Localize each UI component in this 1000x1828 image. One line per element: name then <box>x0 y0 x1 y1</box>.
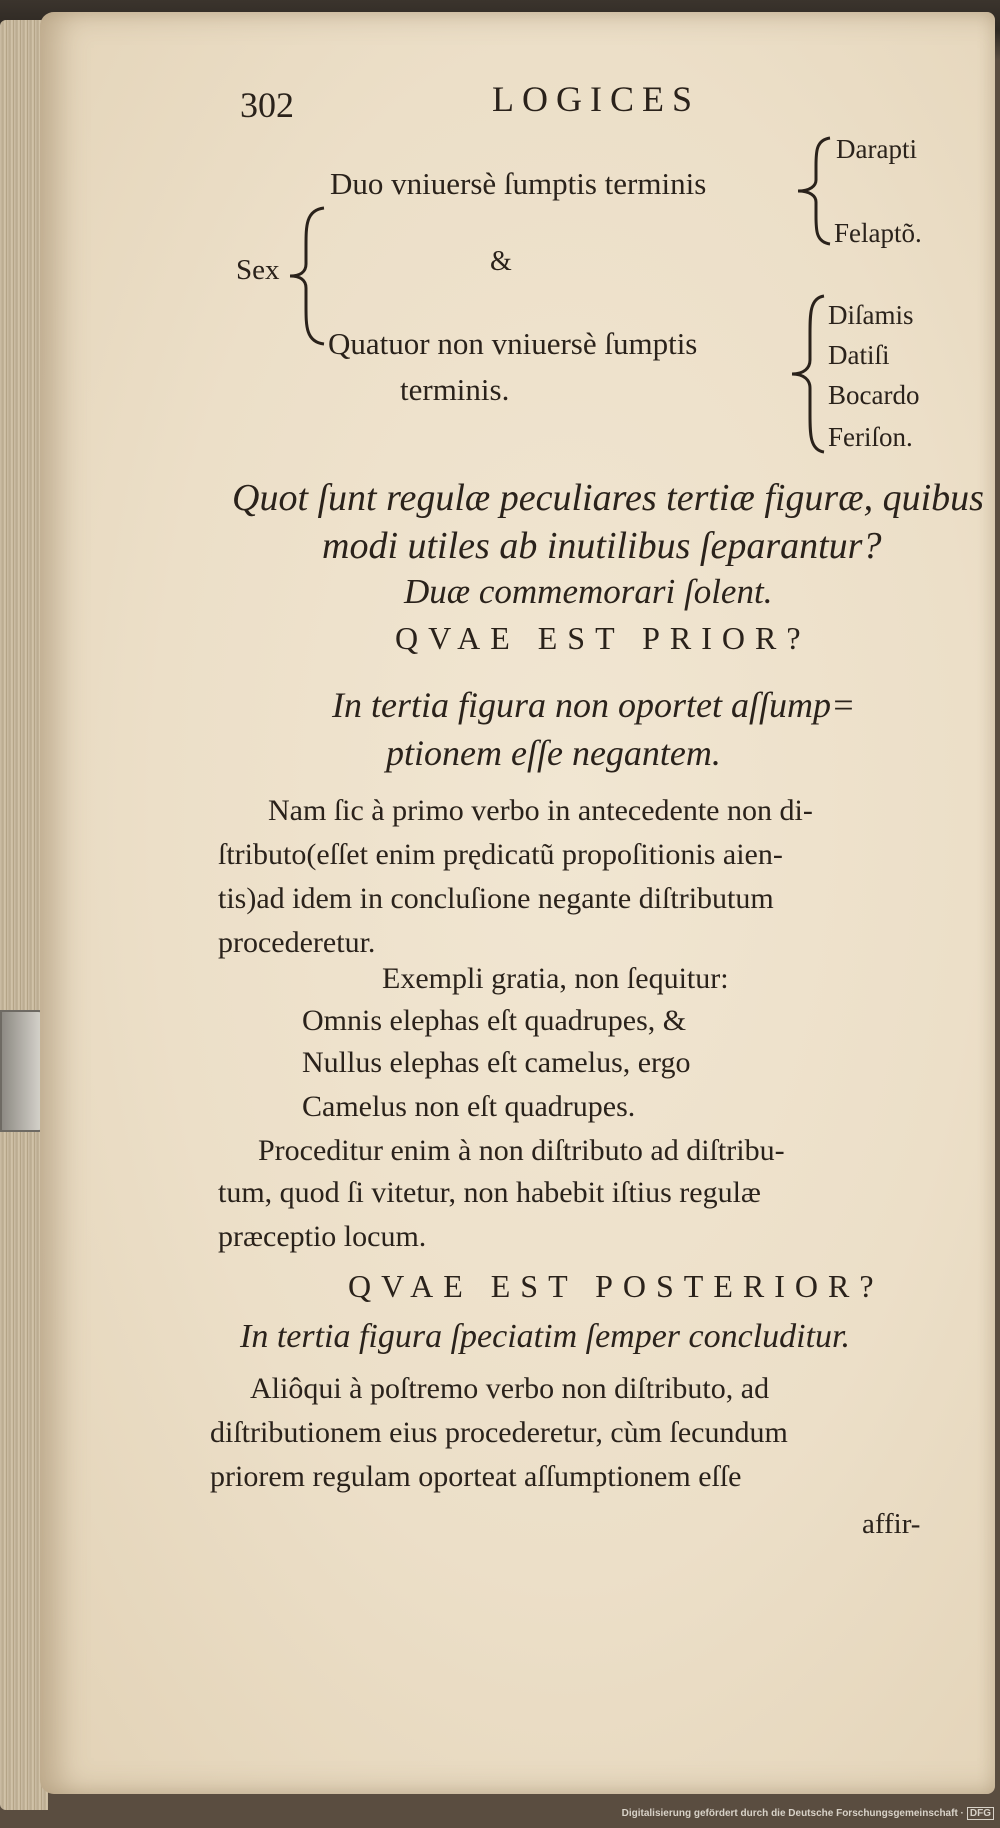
body-line: diſtributionem eius procederetur, cùm ſecundum <box>210 1416 788 1449</box>
diagram-branch-duo: Duo vniuersè ſumptis terminis <box>330 166 707 201</box>
example-line: Omnis elephas eſt quadrupes, & <box>302 1004 687 1037</box>
rule-prior-line-2: ptionem eſſe negantem. <box>386 733 721 773</box>
body-line: Proceditur enim à non diſtributo ad diſtribu- <box>258 1134 785 1167</box>
mood-datisi: Datiſi <box>828 340 890 370</box>
running-head: LOGICES <box>492 79 700 119</box>
body-line: priorem regulam oporteat aſſumptionem eſſe <box>210 1460 742 1493</box>
heading-prior: QVAE EST PRIOR? <box>395 620 811 656</box>
heading-posterior: QVAE EST POSTERIOR? <box>348 1268 884 1304</box>
mood-disamis: Diſamis <box>828 300 914 330</box>
example-intro: Exempli gratia, non ſequitur: <box>382 962 729 995</box>
brace-moods-a <box>796 136 832 246</box>
diagram-root-label: Sex <box>236 254 280 286</box>
body-line: tum, quod ſi vitetur, non habebit iſtius regulæ <box>218 1176 761 1209</box>
body-line: Nam ſic à primo verbo in antecedente non di- <box>268 794 813 827</box>
dfg-logo: DFG <box>967 1807 994 1820</box>
page-number: 302 <box>240 85 294 125</box>
example-line: Nullus elephas eſt camelus, ergo <box>302 1046 691 1079</box>
mood-felapton: Felaptõ. <box>834 218 922 248</box>
body-line: procederetur. <box>218 926 376 959</box>
example-line: Camelus non eſt quadrupes. <box>302 1090 636 1123</box>
body-line: ſtributo(eſſet enim prędicatũ propoſitionis aien- <box>218 838 783 871</box>
diagram-branch-quatuor-cont: terminis. <box>400 372 510 407</box>
answer-line: Duæ commemorari ſolent. <box>404 572 773 611</box>
question-line-1: Quot ſunt regulæ peculiares tertiæ figuræ, quibus <box>232 477 984 519</box>
brace-moods-b <box>790 294 826 454</box>
brace-main <box>288 206 328 346</box>
credit-text: Digitalisierung gefördert durch die Deutsche Forschungsgemeinschaft · <box>621 1808 964 1819</box>
body-line: tis)ad idem in concluſione negante diſtributum <box>218 882 774 915</box>
mood-darapti: Darapti <box>836 134 917 164</box>
body-line: præceptio locum. <box>218 1220 427 1253</box>
body-line: Aliôqui à poſtremo verbo non diſtributo, ad <box>250 1372 770 1405</box>
question-line-2: modi utiles ab inutilibus ſeparantur? <box>322 525 882 567</box>
digitization-credit <box>622 1808 994 1819</box>
diagram-ampersand: & <box>490 246 512 277</box>
mood-ferison: Feriſon. <box>828 422 913 452</box>
diagram-branch-quatuor: Quatuor non vniuersè ſumptis <box>328 326 698 361</box>
rule-prior-line-1: In tertia figura non oportet aſſump= <box>332 685 856 725</box>
catchword: affir- <box>862 1508 921 1540</box>
rule-posterior: In tertia figura ſpeciatim ſemper concluditur. <box>240 1318 851 1355</box>
mood-bocardo: Bocardo <box>828 380 920 410</box>
